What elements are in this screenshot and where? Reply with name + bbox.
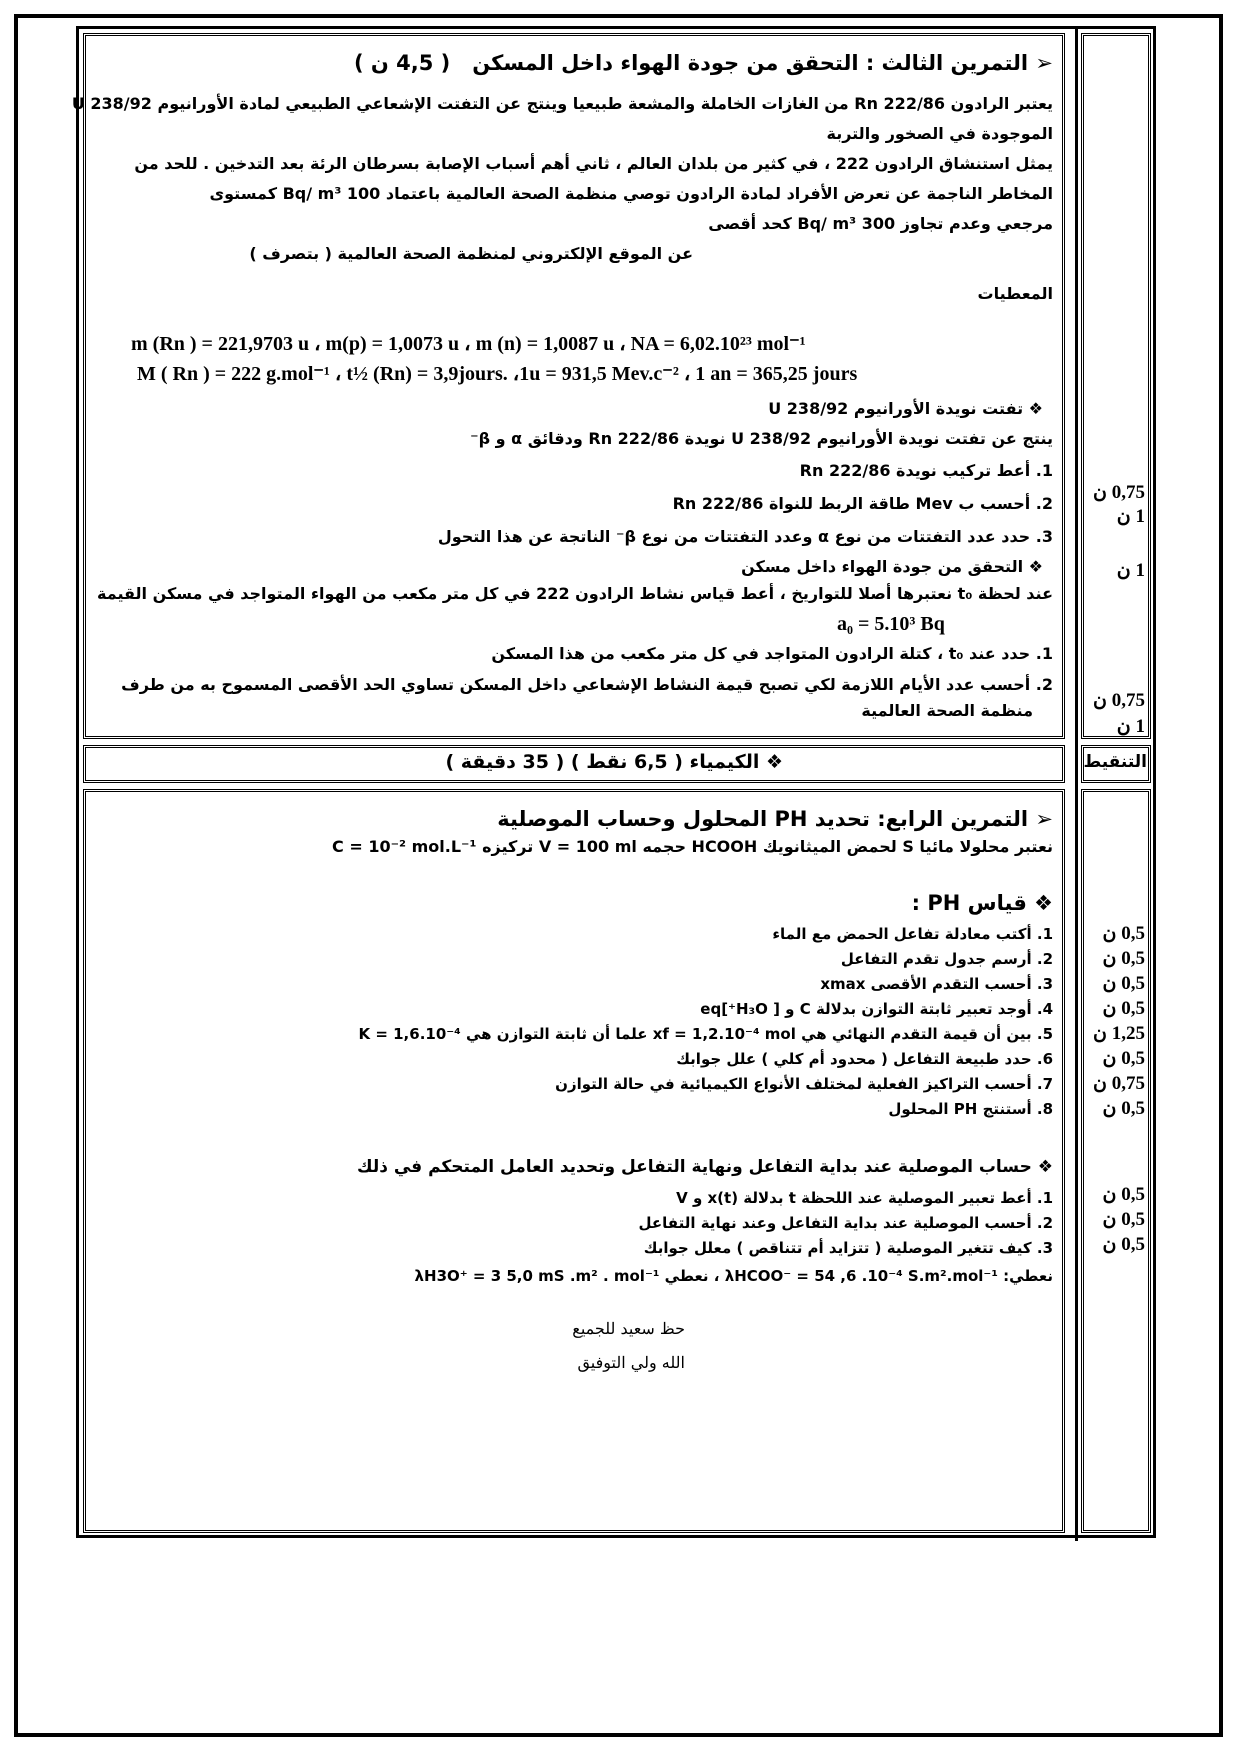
conductivity-mark-3: 0,5 ن (1102, 1234, 1145, 1255)
conductivity-mark-1: 0,5 ن (1102, 1184, 1145, 1205)
conductivity-item-1: 1. أعط تعبير الموصلية عند اللحظة t بدلالة x(t) و V (676, 1189, 1053, 1207)
exam-table (71, 26, 1156, 1538)
ph-item-4: 4. أوجد تعبير ثابتة التوازن بدلالة C و [ H₃O⁺]eq (700, 1000, 1053, 1018)
mark-q4: 0,75 ن (1093, 690, 1145, 711)
ph-mark-8: 0,5 ن (1102, 1098, 1145, 1119)
given-constants: نعطي: λHCOO⁻ = 54 ,6 .10⁻⁴ S.m².mol⁻¹ ، نعطي λH3O⁺ = 3 5,0 mS .m² . mol⁻¹ (414, 1267, 1053, 1285)
question-5-cont: منظمة الصحة العالمية (861, 701, 1033, 720)
marks-column-divider (1075, 29, 1078, 1541)
part2-value: a₀ = 5.10³ Bq (837, 613, 945, 635)
page-frame (14, 14, 1223, 1737)
ph-item-5: 5. بين أن قيمة التقدم النهائي هي xf = 1,2.10⁻⁴ mol علما أن ثابتة التوازن هي K = 1,6.10⁻⁴ (358, 1025, 1053, 1043)
ph-mark-2: 0,5 ن (1102, 948, 1145, 969)
ph-mark-5: 1,25 ن (1093, 1023, 1145, 1044)
ph-mark-4: 0,5 ن (1102, 998, 1145, 1019)
chemistry-marks-box (1081, 789, 1151, 1533)
part1-text: ينتج عن تفتت نويدة الأورانيوم 238/92 U نويدة 222/86 Rn ودقائق α و β⁻ (470, 429, 1053, 448)
ph-part-title: ❖ قياس PH : (911, 891, 1053, 915)
ph-item-1: 1. أكتب معادلة تفاعل الحمض مع الماء (772, 925, 1053, 943)
ph-item-3: 3. أحسب التقدم الأقصى xmax (820, 975, 1053, 993)
closing-blessing: الله ولي التوفيق (577, 1353, 685, 1372)
data-line-2: M ( Rn ) = 222 g.mol⁻¹ ، t½ (Rn) = 3,9jours. ،1u = 931,5 Mev.c⁻² ، 1 an = 365,25 jours (137, 363, 858, 385)
question-1: 1. أعط تركيب نويدة 222/86 Rn (799, 461, 1053, 480)
part2-title: ❖ التحقق من جودة الهواء داخل مسكن (741, 557, 1043, 576)
conductivity-item-3: 3. كيف تتغير الموصلية ( تتزايد أم تتناقص ) معلل جوابك (643, 1239, 1053, 1257)
ph-item-6: 6. حدد طبيعة التفاعل ( محدود أم كلي ) علل جوابك (676, 1050, 1053, 1068)
data-title: المعطيات (977, 284, 1053, 303)
mark-q3: 1 ن (1116, 560, 1145, 581)
mark-q5: 1 ن (1116, 716, 1145, 737)
ph-mark-1: 0,5 ن (1102, 923, 1145, 944)
source-citation: عن الموقع الإلكتروني لمنظمة الصحة العالمية ( بتصرف ) (249, 244, 693, 263)
ph-item-8: 8. أستنتج PH المحلول (888, 1100, 1053, 1118)
exercise3-points: ( 4,5 ن ) (354, 51, 451, 75)
closing-good-luck: حظ سعيد للجميع (572, 1319, 685, 1338)
intro-line-2: الموجودة في الصخور والتربة (826, 124, 1053, 143)
question-4: 1. حدد عند t₀ ، كتلة الرادون المتواجد في كل متر مكعب من هذا المسكن (491, 644, 1053, 663)
question-3: 3. حدد عدد التفتتات من نوع α وعدد التفتتات من نوع β⁻ الناتجة عن هذا التحول (437, 527, 1053, 546)
ph-item-2: 2. أرسم جدول تقدم التفاعل (840, 950, 1053, 968)
intro-line-5: مرجعي وعدم تجاوز 300 Bq/ m³ كحد أقصى (708, 214, 1053, 233)
part1-title: ❖ تفتت نويدة الأورانيوم 238/92 U (768, 399, 1043, 418)
intro-line-3: يمثل استنشاق الرادون 222 ، في كثير من بلدان العالم ، ثاني أهم أسباب الإصابة بسرطان الرئة بعد التدخين . للحد من (134, 154, 1053, 173)
conductivity-part-title: ❖ حساب الموصلية عند بداية التفاعل ونهاية التفاعل وتحديد العامل المتحكم في ذلك (356, 1157, 1053, 1177)
grading-label: التنقيط (1083, 752, 1147, 772)
exercise3-title: ➢ التمرين الثالث : التحقق من جودة الهواء داخل المسكن ( 4,5 ن ) (354, 51, 1053, 75)
exercise4-intro: نعتبر محلولا مائيا S لحمض الميثانويك HCOOH حجمه V = 100 ml تركيزه C = 10⁻² mol.L⁻¹ (332, 837, 1053, 856)
ph-mark-6: 0,5 ن (1102, 1048, 1145, 1069)
question-5: 2. أحسب عدد الأيام اللازمة لكي تصبح قيمة النشاط الإشعاعي داخل المسكن تساوي الحد الأقصى المسموح به من طرف (121, 675, 1053, 694)
ph-mark-7: 0,75 ن (1093, 1073, 1145, 1094)
ph-mark-3: 0,5 ن (1102, 973, 1145, 994)
exercise4-title: ➢ التمرين الرابع: تحديد PH المحلول وحساب الموصلية (497, 807, 1053, 831)
intro-line-1: يعتبر الرادون 222/86 Rn من الغازات الخاملة والمشعة طبيعيا وينتج عن التفتت الإشعاعي الطبيعي لمادة الأورانيوم 238/92 U (71, 94, 1053, 113)
mark-q1: 0,75 ن (1093, 482, 1145, 503)
part2-text: عند لحظة t₀ نعتبرها أصلا للتواريخ ، أعط قياس نشاط الرادون 222 في كل متر مكعب من الهواء المتواجد في مسكن القيمة (97, 584, 1053, 603)
intro-line-4: المخاطر الناجمة عن تعرض الأفراد لمادة الرادون توصي منظمة الصحة العالمية باعتماد 100 Bq/ m³ كمستوى (209, 184, 1053, 203)
ph-item-7: 7. أحسب التراكيز الفعلية لمختلف الأنواع الكيميائية في حالة التوازن (555, 1075, 1053, 1093)
chemistry-title: ❖ الكيمياء ( 6,5 نقط ) ( 35 دقيقة ) (445, 751, 783, 773)
question-2: 2. أحسب ب Mev طاقة الربط للنواة 222/86 Rn (672, 494, 1053, 513)
conductivity-mark-2: 0,5 ن (1102, 1209, 1145, 1230)
physics-marks-box (1081, 33, 1151, 739)
mark-q2: 1 ن (1116, 506, 1145, 527)
data-line-1: m (Rn ) = 221,9703 u ، m(p) = 1,0073 u ، m (n) = 1,0087 u ، NA = 6,02.10²³ mol⁻¹ (131, 333, 806, 355)
conductivity-item-2: 2. أحسب الموصلية عند بداية التفاعل وعند نهاية التفاعل (638, 1214, 1053, 1232)
